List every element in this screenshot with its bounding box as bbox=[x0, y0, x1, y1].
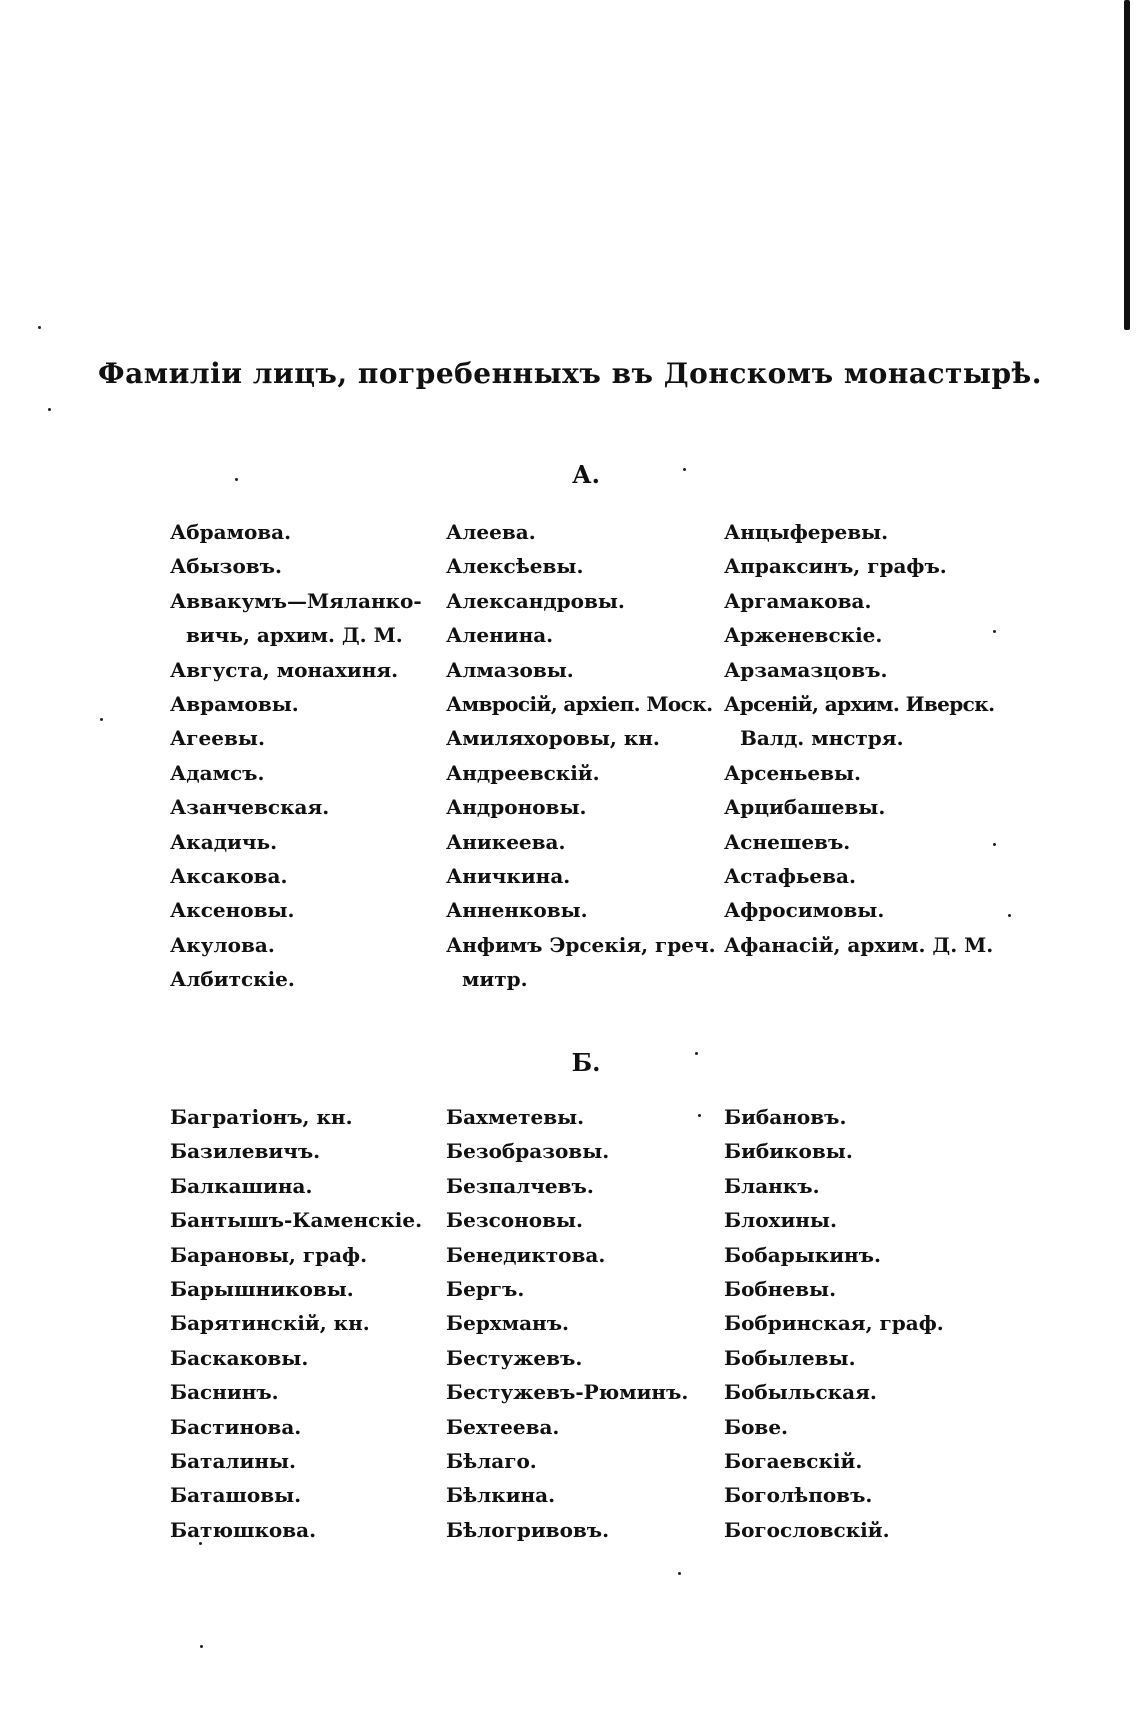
list-item: Афанасій, архим. Д. М. bbox=[724, 932, 994, 957]
scan-speck bbox=[993, 843, 996, 846]
list-item: Анцыферевы. bbox=[724, 520, 889, 544]
list-item: Бобневы. bbox=[724, 1277, 837, 1302]
list-item: Аврамовы. bbox=[170, 692, 299, 717]
list-item: Базилевичъ. bbox=[170, 1139, 321, 1164]
list-item: Бобыльская. bbox=[724, 1380, 877, 1405]
list-item: Аксакова. bbox=[170, 864, 288, 889]
page-title: Фамиліи лицъ, погребенныхъ въ Донскомъ монастырѣ. bbox=[98, 357, 1042, 390]
list-item: Аничкина. bbox=[446, 864, 571, 889]
list-item: Алексѣевы. bbox=[446, 554, 584, 579]
list-item: Бланкъ. bbox=[724, 1173, 820, 1198]
list-item: Анненковы. bbox=[446, 898, 588, 923]
list-item: Бестужевъ-Рюминъ. bbox=[446, 1380, 689, 1405]
list-item: Боголѣповъ. bbox=[724, 1483, 873, 1508]
list-item-continuation: митр. bbox=[462, 967, 528, 992]
list-item: Аввакумъ—Мяланко- bbox=[170, 588, 422, 613]
page-edge-line bbox=[1124, 0, 1130, 330]
list-item: Багратіонъ, кн. bbox=[170, 1105, 353, 1129]
list-item: Бобринская, граф. bbox=[724, 1311, 944, 1336]
list-item: Анфимъ Эрсекія, греч. bbox=[446, 932, 716, 957]
scan-speck bbox=[199, 1542, 202, 1545]
list-item-continuation: вичь, архим. Д. М. bbox=[186, 623, 403, 648]
scan-speck bbox=[1008, 914, 1011, 917]
list-item: Безобразовы. bbox=[446, 1139, 610, 1164]
scan-speck bbox=[235, 478, 238, 481]
list-item: Амвросій, архіеп. Моск. bbox=[446, 692, 713, 717]
section-letter-b: Б. bbox=[571, 1048, 601, 1077]
list-item: Богословскій. bbox=[724, 1517, 890, 1542]
list-item: Албитскіе. bbox=[170, 967, 295, 992]
list-item: Бехтеева. bbox=[446, 1414, 560, 1439]
list-item: Арсеній, архим. Иверск. bbox=[724, 692, 995, 717]
list-item: Баташовы. bbox=[170, 1483, 302, 1508]
list-item: Безпалчевъ. bbox=[446, 1173, 594, 1198]
list-item: Андроновы. bbox=[446, 795, 587, 820]
list-item: Аникеева. bbox=[446, 829, 566, 854]
list-item: Бибиковы. bbox=[724, 1139, 853, 1164]
list-item: Абрамова. bbox=[170, 520, 292, 544]
list-item: Арсеньевы. bbox=[724, 760, 862, 785]
section-letter-a: А. bbox=[572, 460, 600, 489]
list-item: Баскаковы. bbox=[170, 1345, 309, 1370]
list-item: Аксеновы. bbox=[170, 898, 295, 923]
list-item: Баснинъ. bbox=[170, 1380, 279, 1405]
list-item: Бестужевъ. bbox=[446, 1345, 583, 1370]
scan-speck bbox=[683, 468, 686, 471]
list-item: Абызовъ. bbox=[170, 554, 282, 579]
column-b-3 bbox=[724, 1100, 1004, 1547]
scan-speck bbox=[100, 718, 103, 721]
scan-speck bbox=[695, 1052, 698, 1055]
list-item: Агеевы. bbox=[170, 726, 265, 751]
list-item: Акадичь. bbox=[170, 829, 278, 854]
list-item: Бобарыкинъ. bbox=[724, 1242, 881, 1267]
list-item: Амиляхоровы, кн. bbox=[446, 726, 660, 751]
scan-speck bbox=[200, 1645, 203, 1648]
list-item: Алмазовы. bbox=[446, 657, 574, 682]
list-item: Аснешевъ. bbox=[724, 829, 851, 854]
list-item: Бобылевы. bbox=[724, 1345, 856, 1370]
column-b-1 bbox=[170, 1100, 450, 1547]
list-item: Астафьева. bbox=[724, 864, 856, 889]
list-item: Барышниковы. bbox=[170, 1277, 354, 1302]
list-item: Бѣлкина. bbox=[446, 1483, 556, 1508]
list-item: Блохины. bbox=[724, 1208, 837, 1233]
column-a-3 bbox=[724, 515, 1004, 962]
list-item: Аленина. bbox=[446, 623, 554, 648]
list-item: Барятинскій, кн. bbox=[170, 1311, 370, 1336]
list-item: Безсоновы. bbox=[446, 1208, 583, 1233]
scan-speck bbox=[698, 1114, 701, 1117]
list-item-continuation: Валд. мнстря. bbox=[740, 726, 904, 751]
list-item: Бастинова. bbox=[170, 1414, 302, 1439]
list-item: Августа, монахиня. bbox=[170, 657, 399, 682]
list-item: Арцибашевы. bbox=[724, 795, 886, 820]
scan-speck bbox=[38, 326, 41, 329]
list-item: Азанчевская. bbox=[170, 795, 330, 820]
list-item: Богаевскій. bbox=[724, 1449, 863, 1474]
list-item: Бове. bbox=[724, 1414, 789, 1439]
list-item: Бѣлогривовъ. bbox=[446, 1517, 610, 1542]
scan-speck bbox=[678, 1572, 681, 1575]
list-item: Аргамакова. bbox=[724, 588, 872, 613]
list-item: Арзамазцовъ. bbox=[724, 657, 888, 682]
list-item: Адамсъ. bbox=[170, 760, 265, 785]
list-item: Бибановъ. bbox=[724, 1105, 847, 1129]
list-item: Арженевскіе. bbox=[724, 623, 883, 648]
list-item: Апраксинъ, графъ. bbox=[724, 554, 947, 579]
list-item: Бѣлаго. bbox=[446, 1449, 537, 1474]
list-item: Баталины. bbox=[170, 1449, 296, 1474]
list-item: Бахметевы. bbox=[446, 1105, 585, 1129]
list-item: Барановы, граф. bbox=[170, 1242, 368, 1267]
scan-speck bbox=[993, 630, 996, 633]
column-a-2 bbox=[446, 515, 726, 997]
list-item: Александровы. bbox=[446, 588, 625, 613]
list-item: Бенедиктова. bbox=[446, 1242, 606, 1267]
list-item: Алеева. bbox=[446, 520, 536, 544]
list-item: Афросимовы. bbox=[724, 898, 885, 923]
scan-speck bbox=[48, 408, 51, 411]
list-item: Балкашина. bbox=[170, 1173, 313, 1198]
column-a-1 bbox=[170, 515, 450, 997]
list-item: Батюшкова. bbox=[170, 1517, 317, 1542]
column-b-2 bbox=[446, 1100, 726, 1547]
list-item: Берхманъ. bbox=[446, 1311, 569, 1336]
list-item: Бергъ. bbox=[446, 1277, 525, 1302]
list-item: Бантышъ-Каменскіе. bbox=[170, 1208, 423, 1233]
list-item: Андреевскій. bbox=[446, 760, 600, 785]
list-item: Акулова. bbox=[170, 932, 275, 957]
